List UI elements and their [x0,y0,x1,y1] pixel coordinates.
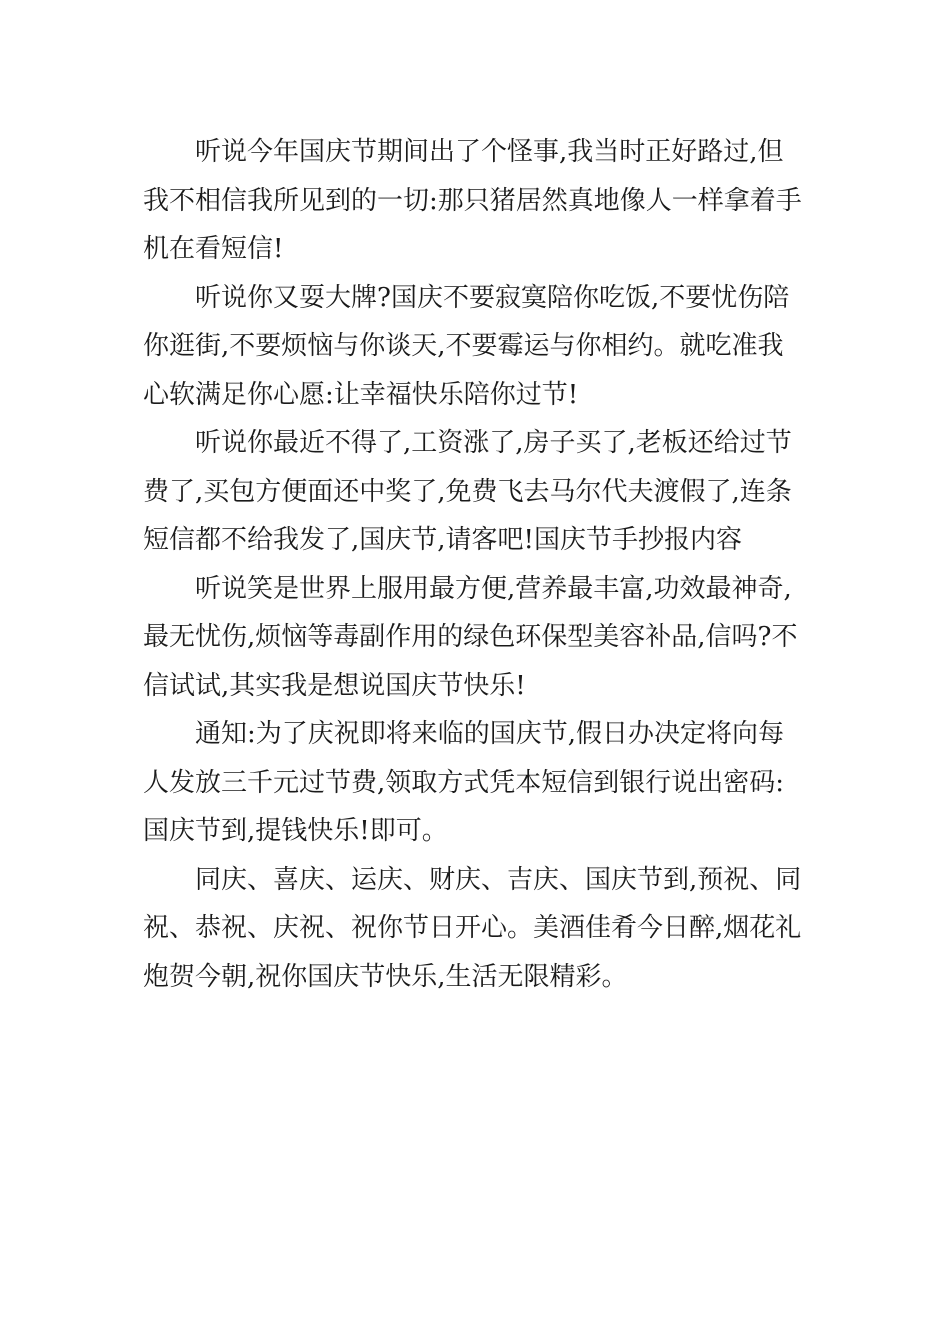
paragraph-line: 费了,买包方便面还中奖了,免费飞去马尔代夫渡假了,连条 [143,476,792,507]
paragraph-6 [143,856,807,1002]
paragraph-line: 通知:为了庆祝即将来临的国庆节,假日办决定将向每 [195,719,785,749]
paragraph-line: 心软满足你心愿:让幸福快乐陪你过节! [143,379,579,410]
paragraph-line: 听说今年国庆节期间出了个怪事,我当时正好路过,但 [195,137,784,167]
paragraph-line: 国庆节到,提钱快乐!即可。 [143,816,448,846]
paragraph-1 [143,128,807,274]
paragraph-2 [143,274,807,420]
paragraph-line: 人发放三千元过节费,领取方式凭本短信到银行说出密码: [143,767,785,798]
paragraph-line: 同庆、喜庆、运庆、财庆、吉庆、国庆节到,预祝、同 [195,864,802,895]
paragraph-line: 你逛街,不要烦恼与你谈天,不要霉运与你相约。就吃准我 [143,331,784,361]
paragraph-line: 短信都不给我发了,国庆节,请客吧!国庆节手抄报内容 [143,525,742,555]
paragraph-3 [143,419,807,565]
paragraph-line: 最无忧伤,烦恼等毒副作用的绿色环保型美容补品,信吗?不 [143,622,798,652]
paragraph-line: 我不相信我所见到的一切:那只猪居然真地像人一样拿着手 [143,185,802,216]
paragraph-4 [143,565,807,711]
paragraph-5 [143,710,807,856]
document-body [143,128,807,1001]
paragraph-line: 听说你又耍大牌?国庆不要寂寞陪你吃饭,不要忧伤陪 [195,282,790,313]
paragraph-line: 听说笑是世界上服用最方便,营养最丰富,功效最神奇, [195,573,792,604]
paragraph-line: 信试试,其实我是想说国庆节快乐! [143,670,526,701]
paragraph-line: 炮贺今朝,祝你国庆节快乐,生活无限精彩。 [143,961,628,992]
paragraph-line: 祝、恭祝、庆祝、祝你节日开心。美酒佳肴今日醉,烟花礼 [143,913,802,943]
paragraph-line: 听说你最近不得了,工资涨了,房子买了,老板还给过节 [195,428,792,458]
paragraph-line: 机在看短信! [143,234,284,264]
